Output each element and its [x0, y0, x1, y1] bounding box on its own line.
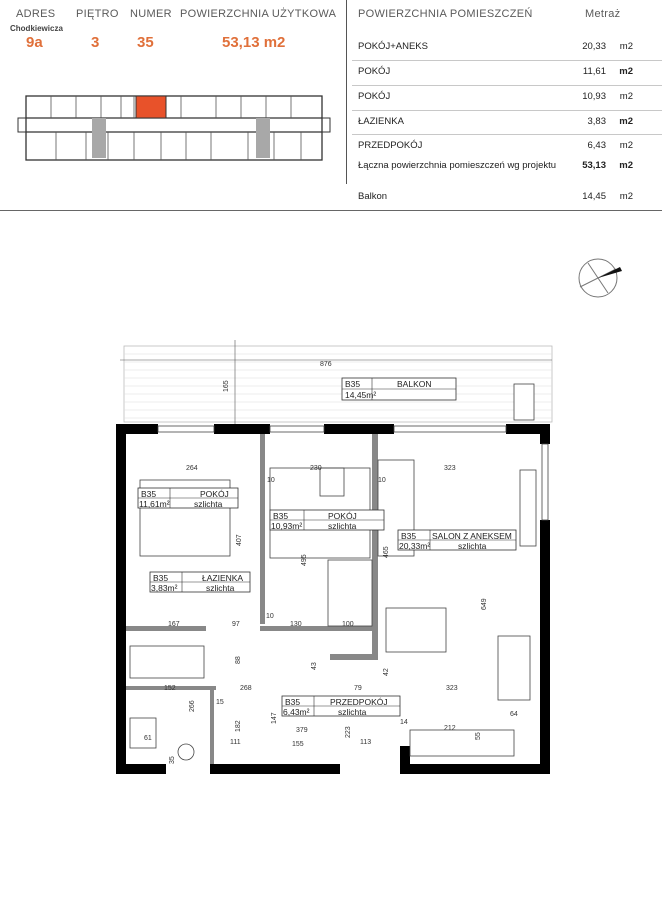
dimension-label: 230 [310, 465, 322, 472]
dimension-label: 61 [144, 735, 152, 742]
compass-icon [576, 253, 632, 303]
dimension-label: 15 [216, 699, 224, 706]
room-area: 6,43 [587, 140, 606, 151]
dimension-label: 111 [230, 739, 241, 746]
room-name: ŁAZIENKA [358, 116, 404, 127]
room-area: 10,93 [582, 91, 606, 102]
room-unit: m2 [619, 66, 633, 77]
room-code: B35 [345, 379, 361, 389]
room-code: B35 [153, 573, 169, 583]
dimension-label: 43 [311, 662, 318, 670]
dimension-label: 79 [354, 685, 362, 692]
balcony-area: 14,45 [582, 191, 606, 202]
room-unit: m2 [619, 116, 633, 127]
balcony-name: Balkon [358, 191, 388, 202]
dimension-label: 407 [236, 534, 243, 546]
room-finish: szlichta [338, 707, 367, 717]
room-label: PRZEDPOKÓJ [330, 697, 388, 707]
building-key-plan [16, 88, 332, 168]
room-unit: m2 [619, 140, 633, 151]
address-label: ADRES [16, 8, 56, 20]
room-label: ŁAZIENKA [202, 573, 244, 583]
row-separator [352, 60, 662, 61]
room-finish: szlichta [328, 521, 357, 531]
room-label: BALKON [397, 379, 432, 389]
room-area: 20,33 [582, 41, 606, 52]
room-code: B35 [285, 697, 301, 707]
balcony-unit: m2 [619, 191, 633, 202]
header-bottom-rule [0, 210, 662, 211]
room-finish: szlichta [206, 583, 235, 593]
floor-plan [110, 340, 560, 790]
room-area-label: 10,93m² [271, 521, 303, 531]
room-name: POKÓJ+ANEKS [358, 41, 428, 52]
dimension-label: 649 [481, 598, 488, 610]
floor-label: PIĘTRO [76, 8, 119, 20]
dimension-label: 182 [235, 720, 242, 732]
number-value: 35 [137, 34, 154, 51]
dimension-label: 147 [271, 712, 278, 724]
address-value: 9a [26, 34, 43, 51]
dimension-label: 212 [444, 725, 456, 732]
row-separator [352, 134, 662, 135]
dimension-label: 130 [290, 621, 302, 628]
dimension-label: 323 [444, 465, 456, 472]
room-area-label: 14,45m² [345, 390, 377, 400]
dimension-label: 876 [320, 361, 332, 368]
dimension-label: 10 [267, 477, 275, 484]
dimension-label: 10 [266, 613, 274, 620]
room-area-label: 20,33m² [399, 541, 431, 551]
room-row [358, 66, 633, 77]
dimension-label: 323 [446, 685, 458, 692]
room-area-label: 6,43m² [283, 707, 310, 717]
dimension-label: 264 [186, 465, 198, 472]
usable-area-value: 53,13 m2 [222, 34, 286, 51]
total-area: 53,13 [582, 160, 606, 171]
dimension-label: 152 [164, 685, 176, 692]
row-separator [352, 110, 662, 111]
room-area: 11,61 [582, 66, 606, 77]
dimension-label: 155 [292, 741, 304, 748]
dimension-label: 223 [345, 726, 352, 738]
room-area: 3,83 [587, 116, 606, 127]
dimension-label: 97 [232, 621, 240, 628]
total-row [358, 160, 633, 171]
room-unit: m2 [619, 91, 633, 102]
room-area-label: 11,61m² [139, 499, 170, 509]
room-row [358, 91, 633, 102]
row-separator [352, 85, 662, 86]
dimension-label: 113 [360, 739, 372, 746]
usable-area-label: POWIERZCHNIA UŻYTKOWA [180, 8, 337, 20]
total-unit: m2 [619, 160, 633, 171]
balcony-row [358, 191, 633, 202]
dimension-label: 165 [223, 380, 230, 392]
dimension-label: 55 [475, 732, 482, 740]
total-name: Łączna powierzchnia pomieszczeń wg projektu [358, 160, 557, 171]
street-name: Chodkiewicza [10, 24, 63, 33]
dimension-label: 495 [301, 554, 308, 566]
dimension-label: 268 [240, 685, 252, 692]
dimension-label: 100 [342, 621, 354, 628]
dimension-label: 10 [378, 477, 386, 484]
room-area-label: 3,83m² [151, 583, 178, 593]
room-label: POKÓJ [328, 511, 357, 521]
rooms-table-col-label: Metraż [585, 8, 621, 20]
dimension-label: 465 [383, 546, 390, 558]
room-row [358, 140, 633, 151]
rooms-table-title: POWIERZCHNIA POMIESZCZEŃ [358, 8, 533, 20]
room-code: B35 [401, 531, 417, 541]
room-row [358, 41, 633, 52]
dimension-label: 379 [296, 727, 308, 734]
dimension-label: 88 [235, 656, 242, 664]
dimension-label: 42 [383, 668, 390, 676]
number-label: NUMER [130, 8, 172, 20]
room-name: POKÓJ [358, 91, 391, 102]
dimension-label: 14 [400, 719, 408, 726]
room-finish: szlichta [194, 499, 223, 509]
room-label: SALON Z ANEKSEM [432, 531, 512, 541]
room-code: B35 [141, 489, 157, 499]
balcony-area [120, 340, 552, 430]
room-row [358, 116, 633, 127]
dimension-label: 64 [510, 711, 518, 718]
room-code: B35 [273, 511, 289, 521]
header-divider [346, 0, 347, 184]
room-name: PRZEDPOKÓJ [358, 140, 423, 151]
dimension-label: 167 [168, 621, 180, 628]
room-label: POKÓJ [200, 489, 229, 499]
room-unit: m2 [619, 41, 633, 52]
room-name: POKÓJ [358, 66, 391, 77]
floor-value: 3 [91, 34, 100, 51]
dimension-label: 266 [189, 700, 196, 712]
room-finish: szlichta [458, 541, 487, 551]
dimension-label: 35 [169, 756, 176, 764]
apartment-highlight [136, 96, 166, 118]
